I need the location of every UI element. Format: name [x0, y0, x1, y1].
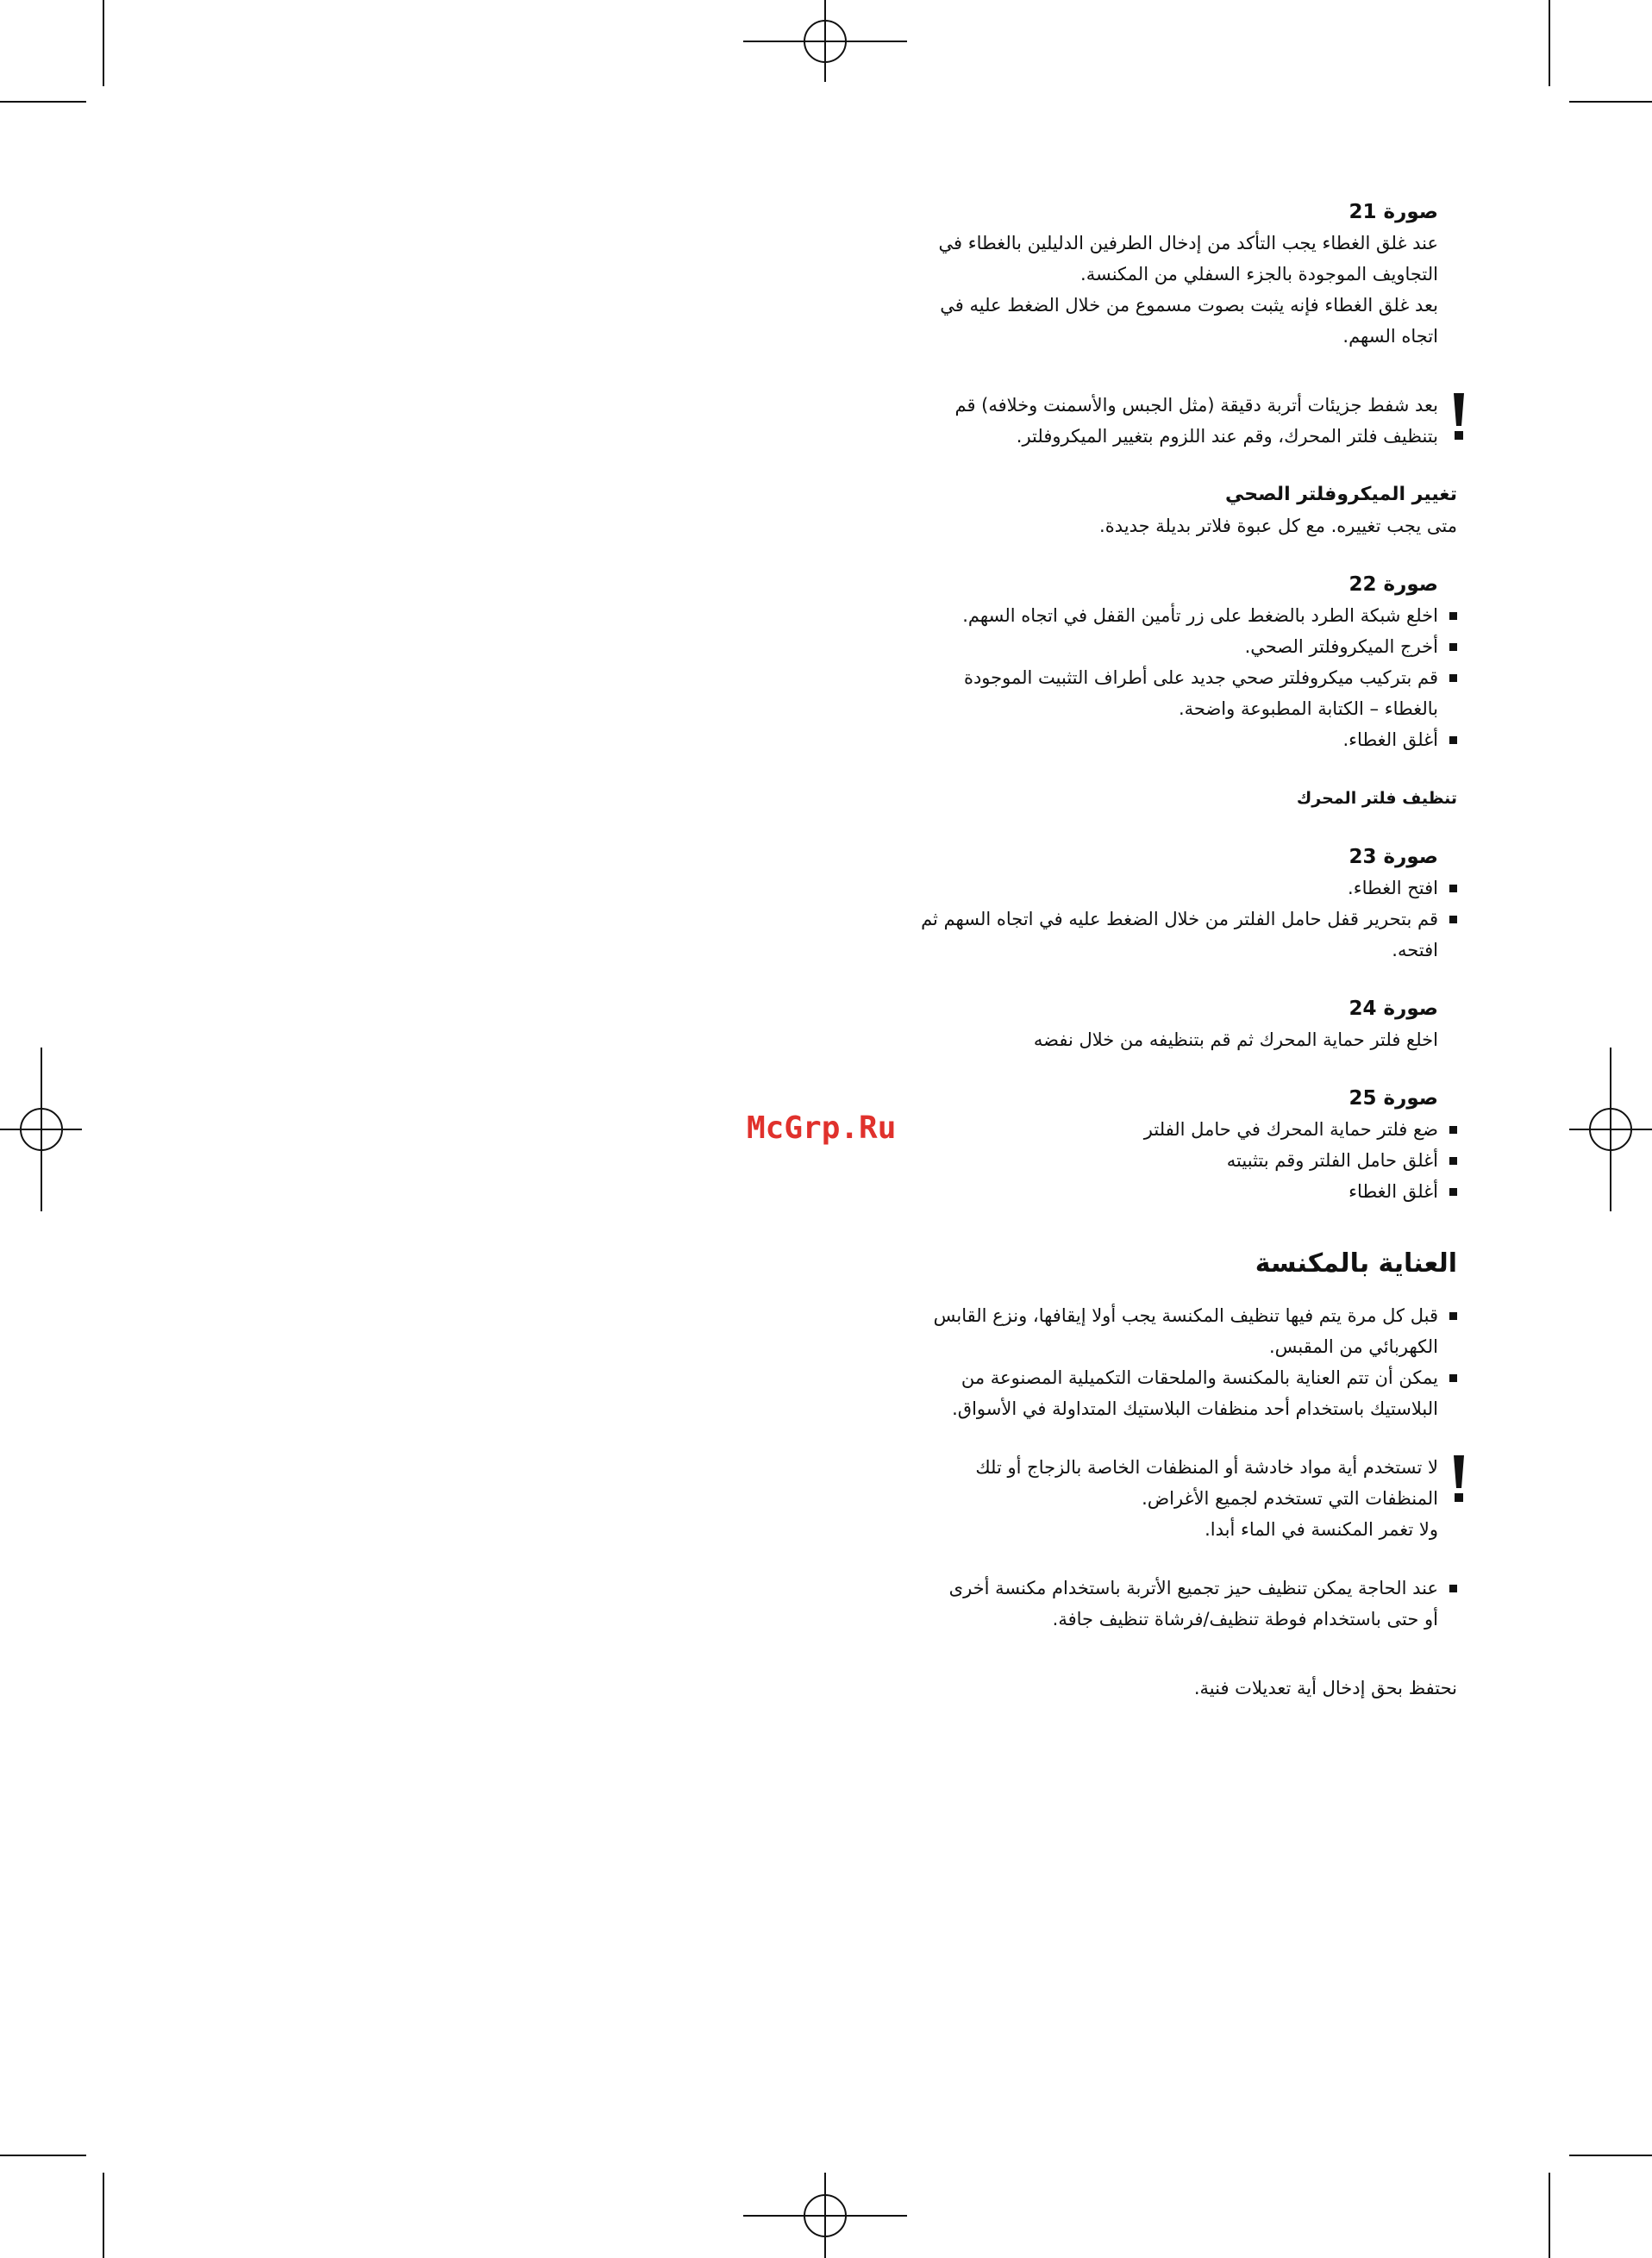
- paragraph-line: اتجاه السهم.: [1342, 326, 1438, 347]
- warning-note-cleaners: [776, 1452, 1457, 1545]
- list-item: قم بتركيب ميكروفلتر صحي جديد على أطراف التثبيت الموجودة بالغطاء – الكتابة المطبوعة واضحة.: [776, 662, 1457, 724]
- section-fig-23: [776, 841, 1457, 966]
- bullet-icon: [1449, 674, 1457, 682]
- list-item: أغلق حامل الفلتر وقم بتثبيته: [776, 1145, 1457, 1176]
- bullet-icon: [1449, 885, 1457, 892]
- bullet-icon: [1449, 1188, 1457, 1196]
- paragraph-line: اخلع فلتر حماية المحرك ثم قم بتنظيفه من خلال نفضه: [1033, 1029, 1438, 1050]
- bullet-list: [776, 1300, 1457, 1424]
- list-item: قم بتحرير قفل حامل الفلتر من خلال الضغط عليه في اتجاه السهم ثم افتحه.: [776, 904, 1457, 966]
- care-heading: العناية بالمكنسة: [1255, 1248, 1457, 1279]
- bullet-list: [776, 600, 1457, 755]
- figure-label: صورة 24: [1349, 998, 1438, 1020]
- warning-line: ولا تغمر المكنسة في الماء أبدا.: [1205, 1519, 1438, 1540]
- bullet-icon: [1449, 736, 1457, 744]
- bullet-list: [776, 1114, 1457, 1207]
- bullet-list: [776, 1573, 1457, 1635]
- manual-page-column: [776, 197, 1457, 1704]
- exclamation-icon: [1452, 1455, 1466, 1504]
- warning-line: المنظفات التي تستخدم لجميع الأغراض.: [1142, 1488, 1438, 1509]
- paragraph-line: التجاويف الموجودة بالجزء السفلي من المكنسة.: [1080, 264, 1438, 285]
- list-item: أغلق الغطاء: [776, 1176, 1457, 1207]
- section-fig-22: [776, 569, 1457, 755]
- footer-note: نحتفظ بحق إدخال أية تعديلات فنية.: [1193, 1678, 1457, 1698]
- list-item: عند الحاجة يمكن تنظيف حيز تجميع الأتربة باستخدام مكنسة أخرى أو حتى باستخدام فوطة تنظيف/فرشاة تنظيف جافة.: [776, 1573, 1457, 1635]
- section-fig-21: [776, 197, 1457, 352]
- bullet-icon: [1449, 916, 1457, 923]
- list-item: اخلع شبكة الطرد بالضغط على زر تأمين القفل في اتجاه السهم.: [776, 600, 1457, 631]
- figure-label: صورة 21: [1349, 201, 1438, 223]
- bullet-icon: [1449, 1126, 1457, 1134]
- paragraph-line: عند غلق الغطاء يجب التأكد من إدخال الطرفين الدليلين بالغطاء في: [938, 233, 1438, 253]
- figure-label: صورة 25: [1349, 1087, 1438, 1110]
- bullet-icon: [1449, 643, 1457, 651]
- figure-label: صورة 22: [1349, 573, 1438, 596]
- list-item: قبل كل مرة يتم فيها تنظيف المكنسة يجب أولا إيقافها، ونزع القابس الكهربائي من المقبس.: [776, 1300, 1457, 1362]
- section-fig-25: [776, 1083, 1457, 1207]
- warning-line: بعد شفط جزيئات أتربة دقيقة (مثل الجبس والأسمنت وخلافه) قم: [954, 395, 1438, 416]
- exclamation-icon: [1452, 393, 1466, 441]
- section-heading: تغيير الميكروفلتر الصحي: [1225, 484, 1457, 505]
- list-item: افتح الغطاء.: [776, 873, 1457, 904]
- watermark: McGrp.Ru: [747, 1110, 897, 1146]
- bullet-icon: [1449, 1157, 1457, 1165]
- bullet-icon: [1449, 612, 1457, 620]
- bullet-icon: [1449, 1312, 1457, 1320]
- list-item: أخرج الميكروفلتر الصحي.: [776, 631, 1457, 662]
- list-item: يمكن أن تتم العناية بالمكنسة والملحقات التكميلية المصنوعة من البلاستيك باستخدام أحد منظفات البلاستيك المتداولة في الأسواق.: [776, 1362, 1457, 1424]
- bullet-list: [776, 873, 1457, 966]
- paragraph-line: بعد غلق الغطاء فإنه يثبت بصوت مسموع من خلال الضغط عليه في: [940, 295, 1438, 316]
- warning-line: بتنظيف فلتر المحرك، وقم عند اللزوم بتغيير الميكروفلتر.: [1016, 426, 1438, 447]
- list-item: أغلق الغطاء.: [776, 724, 1457, 755]
- warning-note-dust: [776, 390, 1457, 452]
- figure-label: صورة 23: [1349, 846, 1438, 868]
- section-fig-24: [776, 993, 1457, 1055]
- paragraph-line: متى يجب تغييره. مع كل عبوة فلاتر بديلة جديدة.: [1099, 516, 1457, 536]
- warning-line: لا تستخدم أية مواد خادشة أو المنظفات الخاصة بالزجاج أو تلك: [975, 1457, 1438, 1478]
- section-heading: تنظيف فلتر المحرك: [1296, 789, 1457, 808]
- section-microfilter: [776, 479, 1457, 541]
- list-item: ضع فلتر حماية المحرك في حامل الفلتر: [776, 1114, 1457, 1145]
- bullet-icon: [1449, 1585, 1457, 1592]
- bullet-icon: [1449, 1374, 1457, 1382]
